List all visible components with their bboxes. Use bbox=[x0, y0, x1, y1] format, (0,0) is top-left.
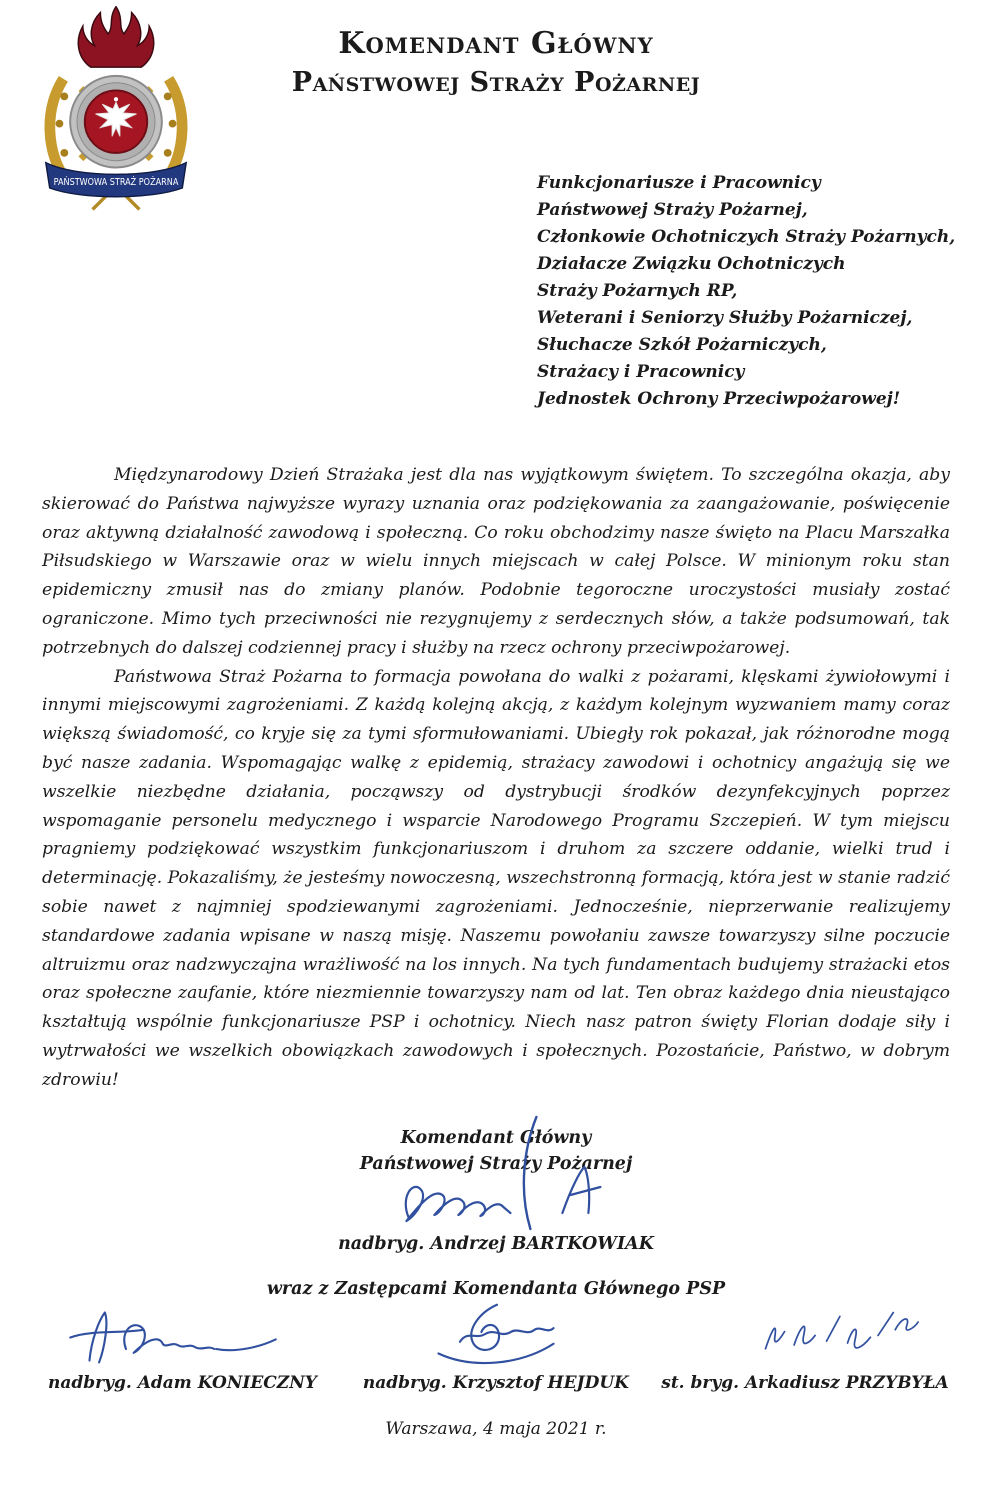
deputy-center bbox=[331, 1323, 662, 1393]
body-paragraph-1: Międzynarodowy Dzień Strażaka jest dla nas wyjątkowym świętem. To szczególna okazja, aby skierować do Państwa najwyższe wyrazy uznania oraz podziękowania za zaangażowanie, poświęcenie oraz aktywną działalność zawodową i społeczną. Co roku obchodzimy nasze święto na Placu Marszałka Piłsudskiego w Warszawie oraz w wielu innych miejscach w całej Polsce. W minionym roku stan epidemiczny zmusił nas do zmiany planów. Podobnie tegoroczne uroczystości musiały zostać ograniczone. Mimo tych przeciwności nie rezygnujemy z serdecznych słów, a także podsumowań, tak potrzebnych do dalszej codziennej pracy i służby na rzecz ochrony przeciwpożarowej. bbox=[42, 465, 950, 658]
psp-emblem bbox=[38, 6, 194, 214]
addressee-line: Państwowej Straży Pożarnej, bbox=[537, 200, 808, 220]
hejduk-signature bbox=[401, 1295, 591, 1373]
addressee-line: Jednostek Ochrony Przeciwpożarowej! bbox=[537, 389, 901, 409]
main-signature-name: nadbryg. Andrzej BARTKOWIAK bbox=[338, 1233, 654, 1254]
banner-text: PAŃSTWOWA STRAŻ POŻARNA bbox=[53, 177, 179, 189]
body-paragraph-2: Państwowa Straż Pożarna to formacja powołana do walki z pożarami, klęskami żywiołowymi i innymi miejscowymi zagrożeniami. Z każdą kolejną akcją, z każdym kolejnym wyzwaniem mamy coraz większą świadomość, co kryje się za tymi sformułowaniami. Ubiegły rok pokazał, jak różnorodne mogą być nasze zadania. Wspomagając walkę z epidemią, strażacy zawodowi i ochotnicy angażują się we wszelkie niezbędne działania, począwszy od dystrybucji środków dezynfekcyjnych poprzez wspomaganie personelu medycznego i wsparcie Narodowego Programu Szczepień. W tym miejscu pragniemy podziękować wszystkim funkcjonariuszom i druhom za szczere oddanie, wielki trud i determinację. Pokazaliśmy, że jesteśmy nowoczesną, wszechstronną formacją, która jest w stanie radzić sobie nawet z najmniej spodziewanymi zagrożeniami. Jednocześnie, nieprzerwanie realizujemy standardowe zadania wpisane w naszą misję. Naszemu powołaniu zawsze towarzyszy silne poczucie altruizmu oraz nadzwyczajna wrażliwość na los innych. Na tych fundamentach budujemy strażacki etos oraz społeczne zaufanie, które niezmiennie towarzyszy nam od lat. Ten obraz każdego dnia nieustająco kształtują wspólnie funkcjonariusze PSP i ochotnicy. Niech nasz patron święty Florian dodaje siły i wytrwałości we wszelkich obowiązkach zawodowych i społecznych. Pozostańcie, Państwo, w dobrym zdrowiu! bbox=[42, 666, 950, 1090]
deputy-center-name: nadbryg. Krzysztof HEJDUK bbox=[362, 1372, 629, 1393]
addressee-line: Straży Pożarnych RP, bbox=[537, 281, 738, 301]
addressee-line: Członkowie Ochotniczych Straży Pożarnych, bbox=[537, 227, 956, 247]
deputy-right bbox=[661, 1303, 992, 1393]
deputy-left bbox=[0, 1301, 331, 1393]
deputy-right-name: st. bryg. Arkadiusz PRZYBYŁA bbox=[661, 1372, 949, 1393]
konieczny-signature bbox=[58, 1301, 288, 1373]
deputy-left-name: nadbryg. Adam KONIECZNY bbox=[48, 1372, 317, 1393]
main-signature-title-line1: Komendant Główny bbox=[400, 1127, 592, 1148]
deputies-row bbox=[0, 1301, 992, 1393]
place-date: Warszawa, 4 maja 2021 r. bbox=[385, 1418, 607, 1439]
letter-body bbox=[0, 461, 992, 1095]
sender-title-line1: Komendant Główny bbox=[338, 26, 654, 61]
main-signature-title-line2: Państwowej Straży Pożarnej bbox=[359, 1153, 633, 1174]
deputies-intro: wraz z Zastępcami Komendanta Głównego PSP bbox=[266, 1278, 726, 1299]
addressees-block bbox=[537, 170, 992, 413]
addressee-line: Strażacy i Pracownicy bbox=[537, 362, 745, 382]
main-signature-block bbox=[0, 1125, 992, 1257]
sender-title-line2: Państwowej Straży Pożarnej bbox=[291, 67, 701, 98]
flame-icon bbox=[78, 7, 153, 67]
addressee-line: Weterani i Seniorzy Służby Pożarniczej, bbox=[537, 308, 913, 328]
addressee-line: Działacze Związku Ochotniczych bbox=[537, 254, 846, 274]
addressee-line: Funkcjonariusze i Pracownicy bbox=[537, 173, 821, 193]
przybyla-signature bbox=[748, 1303, 928, 1365]
psp-emblem-graphic bbox=[38, 6, 194, 214]
addressee-line: Słuchacze Szkół Pożarniczych, bbox=[537, 335, 827, 355]
main-signature-space bbox=[0, 1177, 992, 1231]
